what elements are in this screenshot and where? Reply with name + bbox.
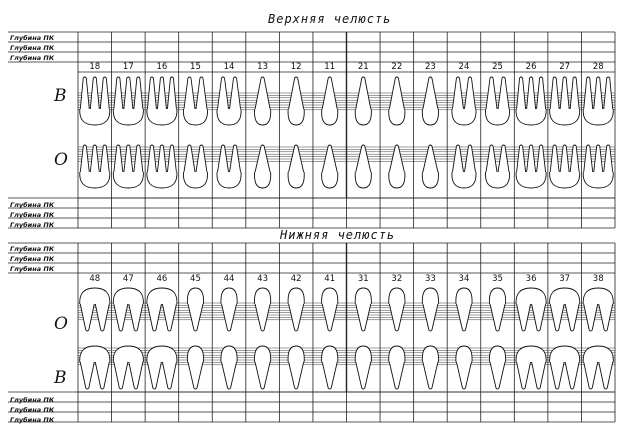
lower-oral-tooth xyxy=(322,288,338,331)
upper-tooth-number: 28 xyxy=(592,62,604,72)
upper-oral-tooth xyxy=(183,145,207,188)
upper-buccal-tooth xyxy=(516,77,546,125)
upper-oral-label: О xyxy=(54,150,68,170)
upper-tooth-number: 12 xyxy=(290,62,302,72)
upper-tooth-number: 11 xyxy=(324,62,336,72)
lower-buccal-tooth xyxy=(422,346,438,389)
upper-buccal-tooth xyxy=(254,77,270,125)
upper-oral-tooth xyxy=(254,145,270,188)
lower-oral-tooth xyxy=(80,288,110,331)
upper-oral-tooth xyxy=(583,145,613,188)
depth-label: Глубина ПК xyxy=(10,221,55,229)
lower-tooth-number: 31 xyxy=(357,274,369,284)
upper-buccal-tooth xyxy=(389,77,405,125)
depth-label: Глубина ПК xyxy=(10,255,55,263)
lower-buccal-tooth xyxy=(489,346,505,389)
lower-tooth-number: 48 xyxy=(89,274,101,284)
lower-buccal-tooth xyxy=(389,346,405,389)
upper-buccal-tooth xyxy=(80,77,110,125)
lower-tooth-number: 38 xyxy=(592,274,604,284)
upper-buccal-label: В xyxy=(54,86,67,106)
lower-oral-tooth xyxy=(221,288,237,331)
lower-tooth-number: 32 xyxy=(391,274,403,284)
lower-oral-tooth xyxy=(550,288,580,331)
upper-tooth-number: 22 xyxy=(391,62,403,72)
upper-buccal-tooth xyxy=(452,77,476,125)
upper-oral-tooth xyxy=(516,145,546,188)
lower-buccal-tooth xyxy=(221,346,237,389)
lower-oral-tooth xyxy=(355,288,371,331)
upper-buccal-tooth xyxy=(583,77,613,125)
lower-tooth-number: 44 xyxy=(223,274,235,284)
lower-tooth-number: 46 xyxy=(156,274,168,284)
lower-buccal-tooth xyxy=(187,346,203,389)
upper-oral-tooth xyxy=(355,145,371,188)
depth-label: Глубина ПК xyxy=(10,44,55,52)
lower-oral-tooth xyxy=(489,288,505,331)
upper-tooth-number: 21 xyxy=(357,62,369,72)
upper-buccal-tooth xyxy=(322,77,338,125)
lower-buccal-tooth xyxy=(288,346,304,389)
depth-label: Глубина ПК xyxy=(10,406,55,414)
lower-buccal-tooth xyxy=(113,346,143,389)
lower-tooth-number: 33 xyxy=(424,274,436,284)
upper-tooth-number: 27 xyxy=(559,62,571,72)
lower-oral-tooth xyxy=(456,288,472,331)
upper-tooth-number: 23 xyxy=(424,62,436,72)
lower-buccal-tooth xyxy=(456,346,472,389)
upper-oral-tooth xyxy=(217,145,241,188)
lower-oral-tooth xyxy=(254,288,270,331)
upper-tooth-number: 13 xyxy=(257,62,268,72)
upper-buccal-tooth xyxy=(217,77,241,125)
upper-tooth-number: 14 xyxy=(223,62,235,72)
lower-buccal-tooth xyxy=(80,346,110,389)
upper-buccal-tooth xyxy=(113,77,143,125)
lower-oral-label: О xyxy=(54,314,68,334)
lower-buccal-tooth xyxy=(355,346,371,389)
lower-oral-tooth xyxy=(422,288,438,331)
depth-label: Глубина ПК xyxy=(10,245,55,253)
depth-label: Глубина ПК xyxy=(10,201,55,209)
upper-buccal-tooth xyxy=(422,77,438,125)
upper-buccal-tooth xyxy=(550,77,580,125)
upper-tooth-number: 26 xyxy=(525,62,537,72)
lower-oral-tooth xyxy=(389,288,405,331)
upper-tooth-number: 25 xyxy=(492,62,503,72)
upper-oral-tooth xyxy=(389,145,405,188)
lower-buccal-tooth xyxy=(516,346,546,389)
depth-label: Глубина ПК xyxy=(10,416,55,424)
depth-label: Глубина ПК xyxy=(10,396,55,404)
lower-buccal-tooth xyxy=(147,346,177,389)
upper-buccal-tooth xyxy=(355,77,371,125)
lower-tooth-number: 43 xyxy=(257,274,268,284)
upper-oral-tooth xyxy=(322,145,338,188)
upper-oral-tooth xyxy=(550,145,580,188)
upper-oral-tooth xyxy=(113,145,143,188)
upper-oral-tooth xyxy=(485,145,509,188)
lower-oral-tooth xyxy=(147,288,177,331)
upper-tooth-number: 17 xyxy=(122,62,134,72)
lower-oral-tooth xyxy=(288,288,304,331)
lower-tooth-number: 45 xyxy=(190,274,201,284)
lower-tooth-number: 34 xyxy=(458,274,470,284)
upper-buccal-tooth xyxy=(183,77,207,125)
upper-tooth-number: 16 xyxy=(156,62,168,72)
lower-tooth-number: 42 xyxy=(290,274,302,284)
lower-tooth-number: 41 xyxy=(324,274,336,284)
upper-buccal-tooth xyxy=(147,77,177,125)
lower-buccal-tooth xyxy=(322,346,338,389)
depth-label: Глубина ПК xyxy=(10,54,55,62)
upper-oral-tooth xyxy=(80,145,110,188)
lower-oral-tooth xyxy=(187,288,203,331)
upper-oral-tooth xyxy=(452,145,476,188)
upper-tooth-number: 24 xyxy=(458,62,470,72)
upper-buccal-tooth xyxy=(288,77,304,125)
upper-tooth-number: 15 xyxy=(190,62,201,72)
lower-buccal-label: В xyxy=(54,368,67,388)
depth-label: Глубина ПК xyxy=(10,34,55,42)
depth-label: Глубина ПК xyxy=(10,265,55,273)
lower-oral-tooth xyxy=(113,288,143,331)
lower-tooth-number: 37 xyxy=(559,274,571,284)
lower-buccal-tooth xyxy=(254,346,270,389)
lower-jaw-title: Нижняя челюсть xyxy=(280,228,396,242)
lower-buccal-tooth xyxy=(550,346,580,389)
upper-jaw-title: Верхняя челюсть xyxy=(268,12,392,26)
lower-tooth-number: 35 xyxy=(492,274,503,284)
upper-oral-tooth xyxy=(288,145,304,188)
lower-buccal-tooth xyxy=(583,346,613,389)
upper-tooth-number: 18 xyxy=(89,62,101,72)
depth-label: Глубина ПК xyxy=(10,211,55,219)
upper-buccal-tooth xyxy=(485,77,509,125)
lower-oral-tooth xyxy=(516,288,546,331)
lower-tooth-number: 47 xyxy=(122,274,134,284)
upper-oral-tooth xyxy=(422,145,438,188)
upper-oral-tooth xyxy=(147,145,177,188)
lower-oral-tooth xyxy=(583,288,613,331)
lower-tooth-number: 36 xyxy=(525,274,537,284)
